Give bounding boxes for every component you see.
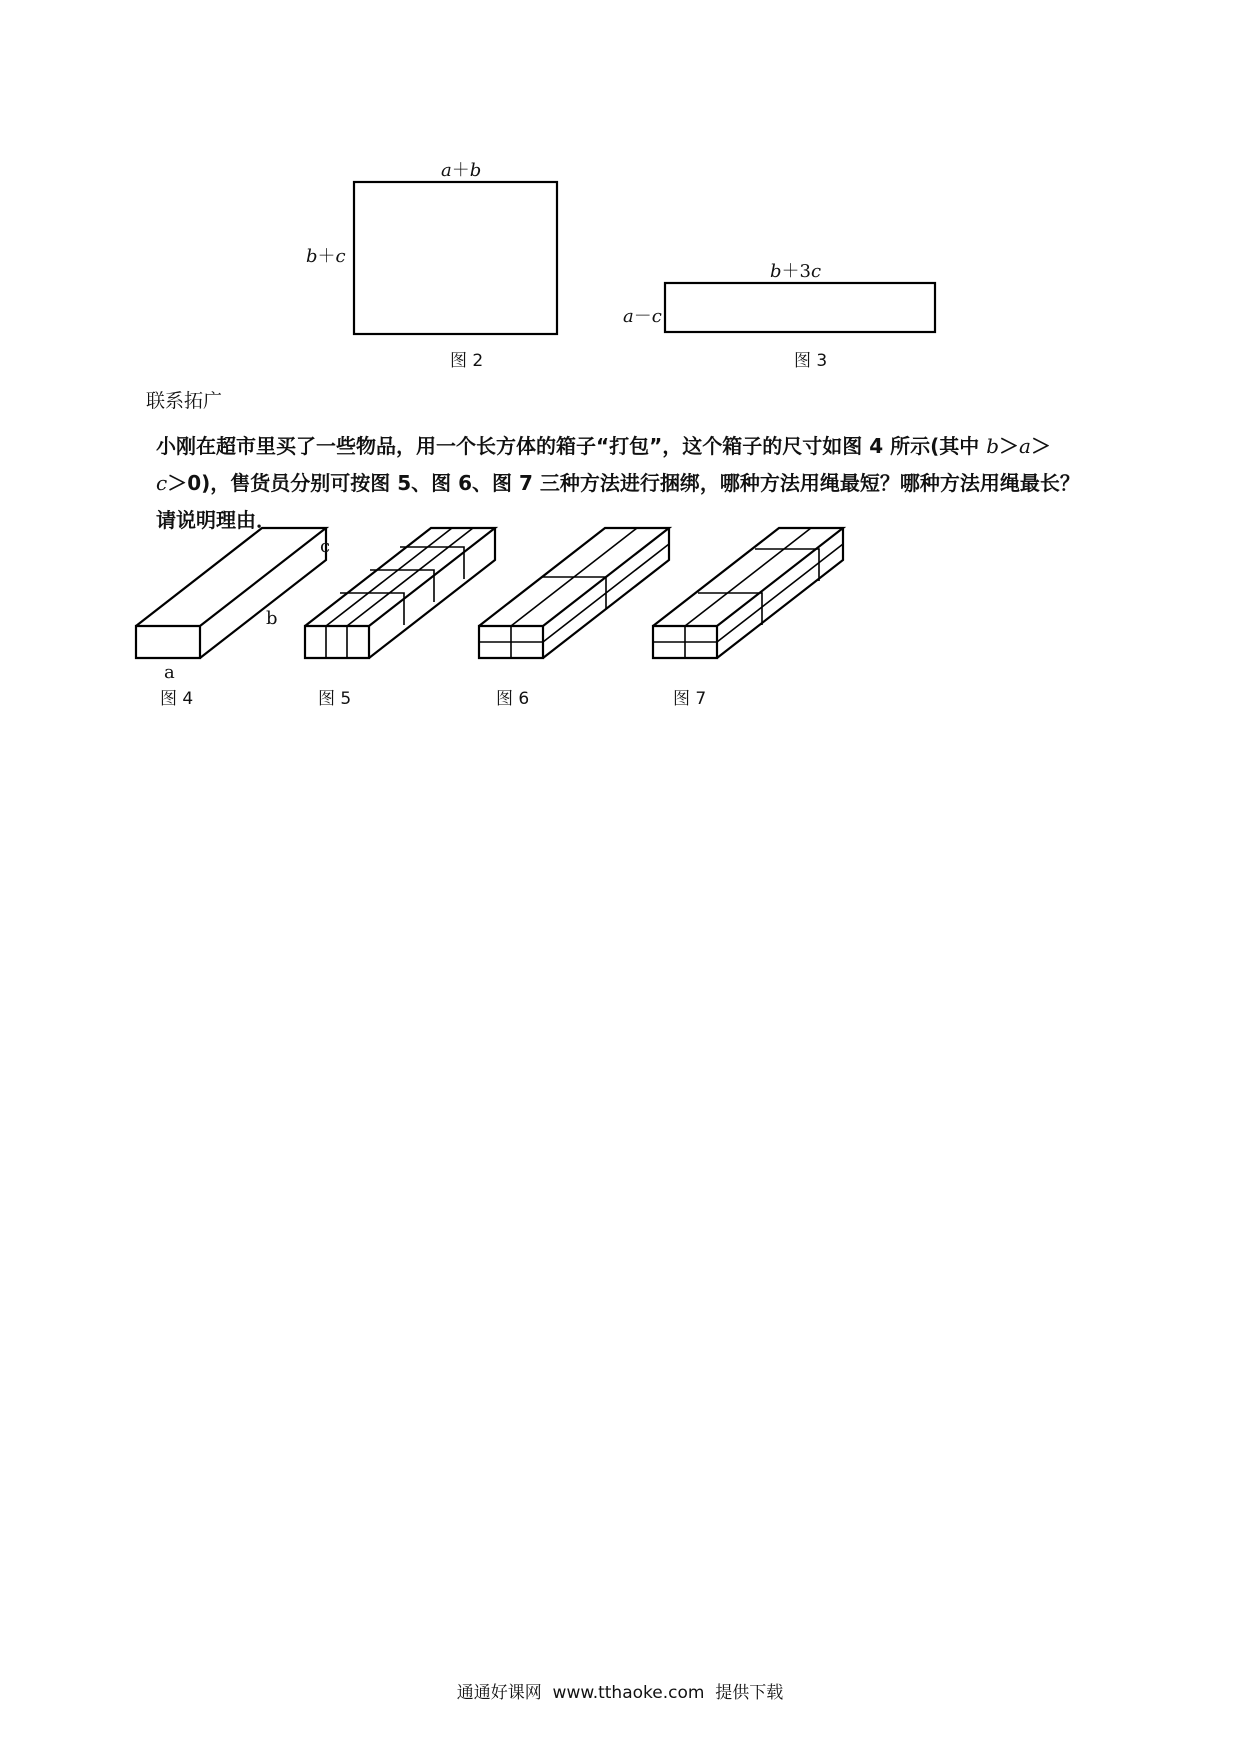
figure-4-caption: 图 4: [160, 689, 194, 709]
figure-3-rectangle: [665, 283, 935, 332]
figure-6-side-strap: [543, 544, 669, 642]
figure-4-label-b: b: [266, 608, 278, 629]
figure-3-top-label: b＋3c: [770, 261, 822, 282]
figure-2-caption: 图 2: [450, 351, 484, 371]
figure-3-caption: 图 3: [794, 351, 828, 371]
figure-6-box: [479, 528, 669, 658]
figure-2-side-label: b＋c: [306, 246, 346, 267]
problem-line-1: 小刚在超市里买了一些物品，用一个长方体的箱子“打包”，这个箱子的尺寸如图 4 所示(其中: [156, 434, 987, 458]
figure-6-front-cross: [479, 626, 543, 658]
inequality-c: c: [156, 471, 168, 495]
figure-7-long-strap: [685, 528, 811, 626]
inequality-gt-1: ＞: [999, 434, 1020, 458]
figure-3-side-label: a－c: [623, 306, 662, 327]
figure-6-caption: 图 6: [496, 689, 530, 709]
figure-4: [136, 528, 330, 709]
problem-line-2: ＞0)，售货员分别可按图 5、图 6、图 7 三种方法进行捆绑，哪种方法用绳最短？哪种方法用绳最长？: [167, 471, 1080, 495]
section-heading: 联系拓广: [146, 390, 223, 412]
figure-4-label-a: a: [164, 662, 175, 683]
figure-4-label-c: c: [320, 536, 331, 557]
figure-7-caption: 图 7: [673, 689, 707, 709]
problem-text: [156, 428, 1146, 539]
figure-5-top-straps: [340, 547, 464, 625]
figure-6: [479, 528, 669, 709]
footer-source: 通通好课网 www.tthaoke.com 提供下载: [456, 1683, 784, 1703]
inequality-b: b: [986, 434, 1000, 458]
figure-6-top-strap: [542, 577, 606, 609]
problem-line-3: 请说明理由．: [156, 508, 276, 532]
figure-5-caption: 图 5: [318, 689, 352, 709]
figure-7: [653, 528, 843, 709]
inequality-gt-2: ＞: [1030, 434, 1051, 458]
figure-2-rectangle: [354, 182, 557, 334]
figure-5: [305, 528, 495, 709]
figure-2-top-label: a＋b: [441, 160, 482, 181]
figures-top: [0, 0, 1240, 760]
figure-7-front-cross: [653, 626, 717, 658]
figure-2: [306, 160, 557, 371]
figure-3: [623, 261, 935, 371]
figure-5-long-straps: [326, 528, 473, 626]
inequality-a: a: [1019, 434, 1031, 458]
figure-4-box: [136, 528, 326, 658]
figure-5-front-straps: [326, 626, 347, 658]
